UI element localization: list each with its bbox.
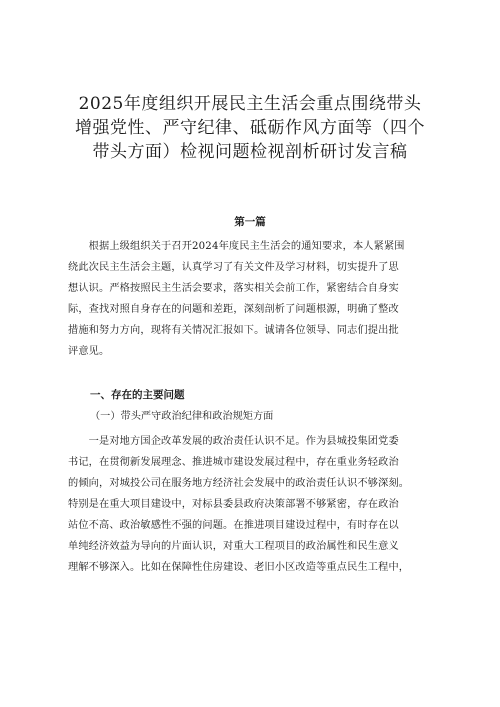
paragraph-line: 书记，在贯彻新发展理念、推进城市建设发展过程中，存在重业务轻政治 xyxy=(68,457,399,468)
title-line: 增强党性、严守纪律、砥砺作风方面等（四个 xyxy=(75,118,425,138)
paragraph-line: 理解不够深入。比如在保障性住房建设、老旧小区改造等重点民生工程中， xyxy=(68,562,410,573)
paragraph-line: 一是对地方国企改革发展的政治责任认识不足。作为县城投集团党委 xyxy=(68,436,399,447)
paragraph-line: 评意见。 xyxy=(68,346,110,357)
document-title xyxy=(60,92,440,164)
paragraph-line: 特别是在重大项目建设中，对标县委县政府决策部署不够紧密，存在政治 xyxy=(68,499,399,510)
title-line: 2025年度组织开展民主生活会重点围绕带头 xyxy=(78,94,422,114)
paragraph-line: 根据上级组织关于召开2024年度民主生活会的通知要求，本人紧紧围 xyxy=(68,241,405,252)
paragraph-line: 想认识。严格按照民主生活会要求，落实相关会前工作，紧密结合自身实 xyxy=(68,283,399,294)
paragraph-line: 的倾向，对城投公司在服务地方经济社会发展中的政治责任认识不够深刻。 xyxy=(68,478,410,489)
paragraph-line: 措施和努力方向，现将有关情况汇报如下。诚请各位领导、同志们提出批 xyxy=(68,325,399,336)
chapter-heading: 第一篇 xyxy=(234,216,266,228)
section-heading: 一、存在的主要问题 xyxy=(90,389,185,401)
paragraph-line: 站位不高、政治敏感性不强的问题。在推进项目建设过程中，有时存在以 xyxy=(68,520,399,531)
intro-paragraph xyxy=(68,236,438,362)
paragraph-line: 际，查找对照自身存在的问题和差距，深刻剖析了问题根源，明确了整改 xyxy=(68,304,399,315)
subsection-heading: （一）带头严守政治纪律和政治规矩方面 xyxy=(90,411,274,422)
paragraph-line: 绕此次民主生活会主题，认真学习了有关文件及学习材料，切实提升了思 xyxy=(68,262,399,273)
title-line: 带头方面）检视问题检视剖析研讨发言稿 xyxy=(92,142,408,162)
paragraph-line: 单纯经济效益为导向的片面认识，对重大工程项目的政治属性和民生意义 xyxy=(68,541,399,552)
section-paragraph xyxy=(68,431,438,578)
